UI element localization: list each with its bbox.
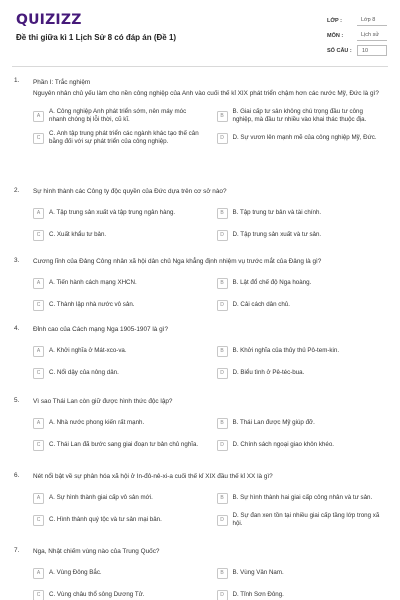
option-text: B. Thái Lan được Mỹ giúp đỡ. [232,419,315,426]
answer-option-b[interactable] [217,564,385,582]
option-text: C. Thành lập nhà nước vô sản. [49,301,135,308]
question-number: 2. [14,187,20,194]
option-letter-box[interactable]: D [217,300,228,311]
question-item [0,397,400,454]
option-letter-box[interactable]: D [217,368,228,379]
answer-options [33,342,384,382]
option-text: D. Tập trung sản xuất và tư sản. [232,231,322,238]
option-text: B. Tập trung tư bản và tài chính. [232,209,322,216]
option-text: A. Nhà nước phong kiến rất mạnh. [49,419,145,426]
answer-option-a[interactable] [33,489,201,507]
option-letter-box[interactable]: A [33,346,44,357]
option-letter-box[interactable]: B [217,278,228,289]
answer-option-b[interactable] [217,414,385,432]
answer-options [33,107,384,147]
answer-option-d[interactable] [217,511,385,529]
question-text: Phần I: Trắc nghiệm Nguyên nhân chủ yếu làm cho nền công nghiệp của Anh vào cuối thế kỉ XIX phát triển chậm hơn các nước Mỹ, Đức là gì? [33,79,379,97]
meta-count-value: 10 [357,45,387,56]
question-text: Đỉnh cao của Cách mạng Nga 1905-1907 là gì? [33,326,169,333]
question-number: 5. [14,397,20,404]
meta-class-value: Lớp 8 [357,15,387,26]
worksheet-header [0,0,400,62]
answer-option-c[interactable] [33,226,201,244]
option-text: D. Cải cách dân chủ. [232,301,290,308]
answer-option-d[interactable] [217,296,385,314]
option-text: B. Lật đổ chế độ Nga hoàng. [232,279,312,286]
answer-option-c[interactable] [33,296,201,314]
answer-option-a[interactable] [33,414,201,432]
question-item [0,257,400,314]
question-item [0,77,400,147]
question-text: Nét nổi bật về sự phân hóa xã hội ở In-đô-nê-xi-a cuối thế kỉ XIX đầu thế kỉ XX là gì? [33,473,273,480]
answer-option-a[interactable] [33,564,201,582]
answer-option-d[interactable] [217,436,385,454]
option-text: A. Khởi nghĩa ở Mát-xco-va. [49,347,127,354]
meta-subject-row [327,28,387,43]
answer-option-a[interactable] [33,107,201,125]
option-letter-box[interactable]: B [217,568,228,579]
answer-option-c[interactable] [33,436,201,454]
option-letter-box[interactable]: D [217,440,228,451]
option-text: A. Sự hình thành giai cấp vô sản mới. [49,494,153,501]
answer-option-a[interactable] [33,204,201,222]
option-letter-box[interactable]: D [217,230,228,241]
header-divider [12,66,388,67]
answer-option-c[interactable] [33,129,201,147]
option-text: D. Chính sách ngoại giao khôn khéo. [232,441,334,448]
option-text: C. Hình thành quý tộc và tư sản mại bản. [49,516,162,523]
option-letter-box[interactable]: A [33,418,44,429]
answer-option-b[interactable] [217,274,385,292]
answer-options [33,414,384,454]
answer-option-a[interactable] [33,274,201,292]
option-letter-box[interactable]: C [33,590,44,600]
option-text: C. Anh tập trung phát triển các ngành khác tạo thế cân bằng đối với sự phát triển của công nghiệp. [49,130,199,145]
question-number: 1. [14,77,20,84]
answer-option-d[interactable] [217,364,385,382]
option-letter-box[interactable]: A [33,278,44,289]
answer-options [33,274,384,314]
answer-option-b[interactable] [217,342,385,360]
answer-options [33,204,384,244]
answer-option-d[interactable] [217,129,385,147]
answer-option-b[interactable] [217,204,385,222]
option-letter-box[interactable]: D [217,515,228,526]
option-text: C. Vùng châu thổ sông Dương Tử. [49,591,145,598]
option-text: A. Tập trung sản xuất và tập trung ngân hàng. [49,209,176,216]
meta-class-label: LỚP : [327,17,342,24]
question-text: Cương lĩnh của Đảng Công nhân xã hội dân chủ Nga khẳng định nhiệm vụ trước mắt của Đảng là gì? [33,258,322,265]
option-letter-box[interactable]: C [33,440,44,451]
answer-options [33,564,384,600]
question-item [0,547,400,600]
option-letter-box[interactable]: C [33,368,44,379]
answer-option-d[interactable] [217,586,385,600]
question-text: Vì sao Thái Lan còn giữ được hình thức độc lập? [33,398,173,405]
question-number: 6. [14,472,20,479]
answer-option-b[interactable] [217,489,385,507]
option-letter-box[interactable]: C [33,230,44,241]
meta-subject-value: Lịch sử [357,30,387,41]
option-letter-box[interactable]: D [217,590,228,600]
option-text: A. Công nghiệp Anh phát triển sớm, nên máy móc nhanh chóng bị lỗi thời, cũ kĩ. [49,108,187,123]
option-text: C. Thái Lan đã bước sang giai đoạn tư bản chủ nghĩa. [49,441,199,448]
option-text: D. Biểu tình ở Pê-téc-bua. [232,369,305,376]
option-text: B. Giai cấp tư sản không chú trọng đầu tư công nghiệp, mà đầu tư nhiều vào khai thác thuộc địa. [232,108,367,123]
option-letter-box[interactable]: C [33,133,44,144]
option-text: B. Sự hình thành hai giai cấp công nhân và tư sản. [232,494,373,501]
option-letter-box[interactable]: A [33,208,44,219]
option-text: B. Vùng Vân Nam. [232,569,284,576]
option-letter-box[interactable]: B [217,346,228,357]
option-text: A. Vùng Đông Bắc. [49,569,102,576]
question-item [0,325,400,382]
question-number: 3. [14,257,20,264]
option-letter-box[interactable]: C [33,300,44,311]
document-title: Đề thi giữa kì 1 Lịch Sử 8 có đáp án (Đề 1) [16,33,177,42]
option-text: D. Tỉnh Sơn Đông. [232,591,284,598]
answer-option-c[interactable] [33,511,201,529]
quizizz-logo: QUIZIZZ [16,12,82,28]
meta-count-label: SỐ CÂU : [327,47,352,54]
meta-count-row [327,43,387,58]
answer-option-c[interactable] [33,364,201,382]
option-text: D. Sự đan xen tồn tại nhiều giai cấp tầng lớp trong xã hội. [232,512,380,527]
option-text: C. Xuất khẩu tư bản. [49,231,107,238]
question-list [0,77,400,600]
answer-option-c[interactable] [33,586,201,600]
question-item [0,472,400,529]
option-text: A. Tiến hành cách mạng XHCN. [49,279,137,286]
option-letter-box[interactable]: B [217,208,228,219]
question-text: Sự hình thành các Công ty độc quyền của Đức dựa trên cơ sở nào? [33,188,227,195]
question-item [0,187,400,244]
question-number: 4. [14,325,20,332]
answer-option-d[interactable] [217,226,385,244]
option-letter-box[interactable]: B [217,111,228,122]
answer-option-b[interactable] [217,107,385,125]
option-letter-box[interactable]: B [217,493,228,504]
option-letter-box[interactable]: C [33,515,44,526]
answer-option-a[interactable] [33,342,201,360]
option-letter-box[interactable]: B [217,418,228,429]
question-text: Nga, Nhật chiếm vùng nào của Trung Quốc? [33,548,160,555]
option-letter-box[interactable]: A [33,111,44,122]
option-letter-box[interactable]: A [33,493,44,504]
option-letter-box[interactable]: D [217,133,228,144]
worksheet-meta [327,13,387,58]
question-number: 7. [14,547,20,554]
option-text: B. Khởi nghĩa của thủy thủ Pô-tem-kin. [232,347,340,354]
option-text: D. Sự vươn lên mạnh mẽ của công nghiệp Mỹ, Đức. [232,134,377,141]
answer-options [33,489,384,529]
meta-subject-label: MÔN : [327,32,344,39]
option-text: C. Nổi dậy của nông dân. [49,369,119,376]
option-letter-box[interactable]: A [33,568,44,579]
meta-class-row [327,13,387,28]
